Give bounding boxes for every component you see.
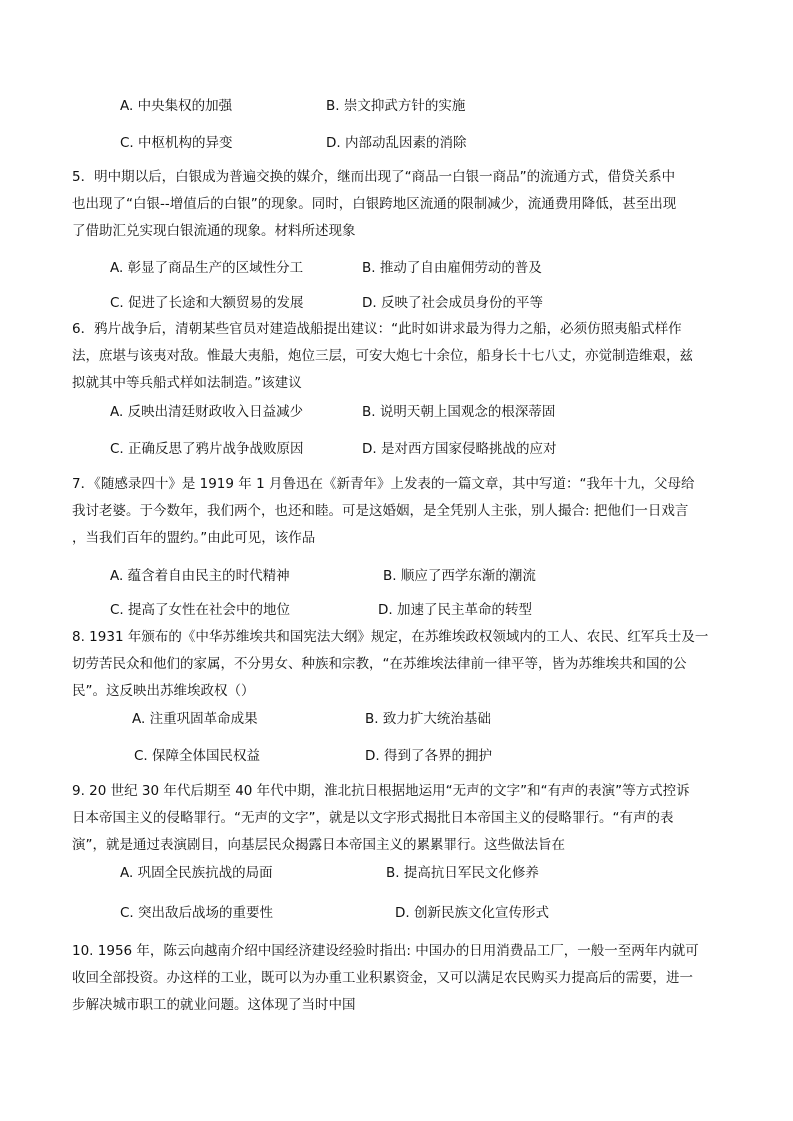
q8-option-b[interactable]: B. 致力扩大统治基础	[365, 711, 491, 727]
q5-option-a[interactable]: A. 彰显了商品生产的区域性分工	[110, 260, 304, 276]
q9-line-1: 9. 20 世纪 30 年代后期至 40 年代中期，淮北抗日根据地运用“无声的文字”和“有声的表演”等方式控诉	[72, 783, 690, 799]
q7-option-b[interactable]: B. 顺应了西学东渐的潮流	[383, 568, 536, 584]
q5-line-2: 也出现了“白银--增值后的白银”的现象。同时，白银跨地区流通的限制减少，流通费用降低，甚至出现	[72, 196, 677, 212]
q5-option-b[interactable]: B. 推动了自由雇佣劳动的普及	[362, 260, 542, 276]
q8-option-a[interactable]: A. 注重巩固革命成果	[132, 711, 258, 727]
q9-option-b[interactable]: B. 提高抗日军民文化修养	[386, 865, 539, 881]
q5-option-d[interactable]: D. 反映了社会成员身份的平等	[362, 295, 543, 311]
q9-option-c[interactable]: C. 突出敌后战场的重要性	[120, 905, 274, 921]
q6-line-2: 法，庶堪与该夷对敌。惟最大夷船，炮位三层，可安大炮七十余位，船身长十七八丈，亦觉制造维艰，兹	[72, 348, 693, 364]
q7-option-d[interactable]: D. 加速了民主革命的转型	[378, 602, 532, 618]
q7-line-2: 我讨老婆。于今数年，我们两个，也还和睦。可是这婚姻，是全凭别人主张，别人撮合: 把他们一日戏言	[72, 503, 689, 519]
q6-option-b[interactable]: B. 说明天朝上国观念的根深蒂固	[362, 404, 556, 420]
question-9-stem	[72, 778, 724, 859]
q6-option-d[interactable]: D. 是对西方国家侵略挑战的应对	[362, 441, 557, 457]
question-5-stem	[72, 164, 724, 245]
q9-line-2: 日本帝国主义的侵略罪行。“无声的文字”，就是以文字形式揭批日本帝国主义的侵略罪行。“有声的表	[72, 810, 674, 826]
q8-option-c[interactable]: C. 保障全体国民权益	[134, 748, 261, 764]
q8-option-d[interactable]: D. 得到了各界的拥护	[365, 748, 492, 764]
q10-line-3: 步解决城市职工的就业问题。这体现了当时中国	[72, 997, 356, 1013]
question-10-stem	[72, 938, 724, 1019]
q4-option-c[interactable]: C. 中枢机构的异变	[120, 135, 233, 151]
q4-option-d[interactable]: D. 内部动乱因素的消除	[326, 135, 467, 151]
q9-option-a[interactable]: A. 巩固全民族抗战的局面	[120, 865, 273, 881]
q4-option-a[interactable]: A. 中央集权的加强	[120, 98, 233, 114]
q10-line-1: 10. 1956 年，陈云向越南介绍中国经济建设经验时指出: 中国办的日用消费品工厂，一般一至两年内就可	[72, 943, 699, 959]
question-7-stem	[72, 471, 724, 552]
q4-option-b[interactable]: B. 崇文抑武方针的实施	[326, 98, 466, 114]
q7-line-3: ，当我们百年的盟约。”由此可见，该作品	[72, 530, 316, 546]
q6-line-1: 6．鸦片战争后，清朝某些官员对建造战船提出建议：“此时如讲求最为得力之船，必须仿照夷船式样作	[72, 321, 682, 337]
q6-line-3: 拟就其中等兵船式样如法制造。”该建议	[72, 375, 302, 391]
q7-option-c[interactable]: C. 提高了女性在社会中的地位	[110, 602, 291, 618]
q7-line-1: 7．《随感录四十》是 1919 年 1 月鲁迅在《新青年》上发表的一篇文章，其中写道：“我年十九，父母给	[72, 476, 695, 492]
q7-option-a[interactable]: A. 蕴含着自由民主的时代精神	[110, 568, 290, 584]
q8-line-3: 民”。这反映出苏维埃政权（）	[72, 683, 255, 699]
q9-line-3: 演”，就是通过表演剧目，向基层民众揭露日本帝国主义的累累罪行。这些做法旨在	[72, 837, 565, 853]
q8-line-1: 8. 1931 年颁布的《中华苏维埃共和国宪法大纲》规定，在苏维埃政权领域内的工人、农民、红军兵士及一	[72, 629, 709, 645]
q5-option-c[interactable]: C. 促进了长途和大额贸易的发展	[110, 295, 304, 311]
question-6-stem	[72, 316, 724, 397]
q10-line-2: 收回全部投资。办这样的工业，既可以为办重工业积累资金，又可以满足农民购买力提高后的需要，进一	[72, 970, 693, 986]
q8-line-2: 切劳苦民众和他们的家属，不分男女、种族和宗教，“在苏维埃法律前一律平等，皆为苏维埃共和国的公	[72, 656, 687, 672]
q9-option-d[interactable]: D. 创新民族文化宣传形式	[395, 905, 549, 921]
q5-line-3: 了借助汇兑实现白银流通的现象。材料所述现象	[72, 223, 356, 239]
question-8-stem	[72, 624, 724, 705]
q6-option-c[interactable]: C. 正确反思了鸦片战争战败原因	[110, 441, 304, 457]
q6-option-a[interactable]: A. 反映出清廷财政收入日益减少	[110, 404, 304, 420]
q5-line-1: 5．明中期以后，白银成为普遍交换的媒介，继而出现了“商品一白银一商品”的流通方式，借贷关系中	[72, 169, 676, 185]
